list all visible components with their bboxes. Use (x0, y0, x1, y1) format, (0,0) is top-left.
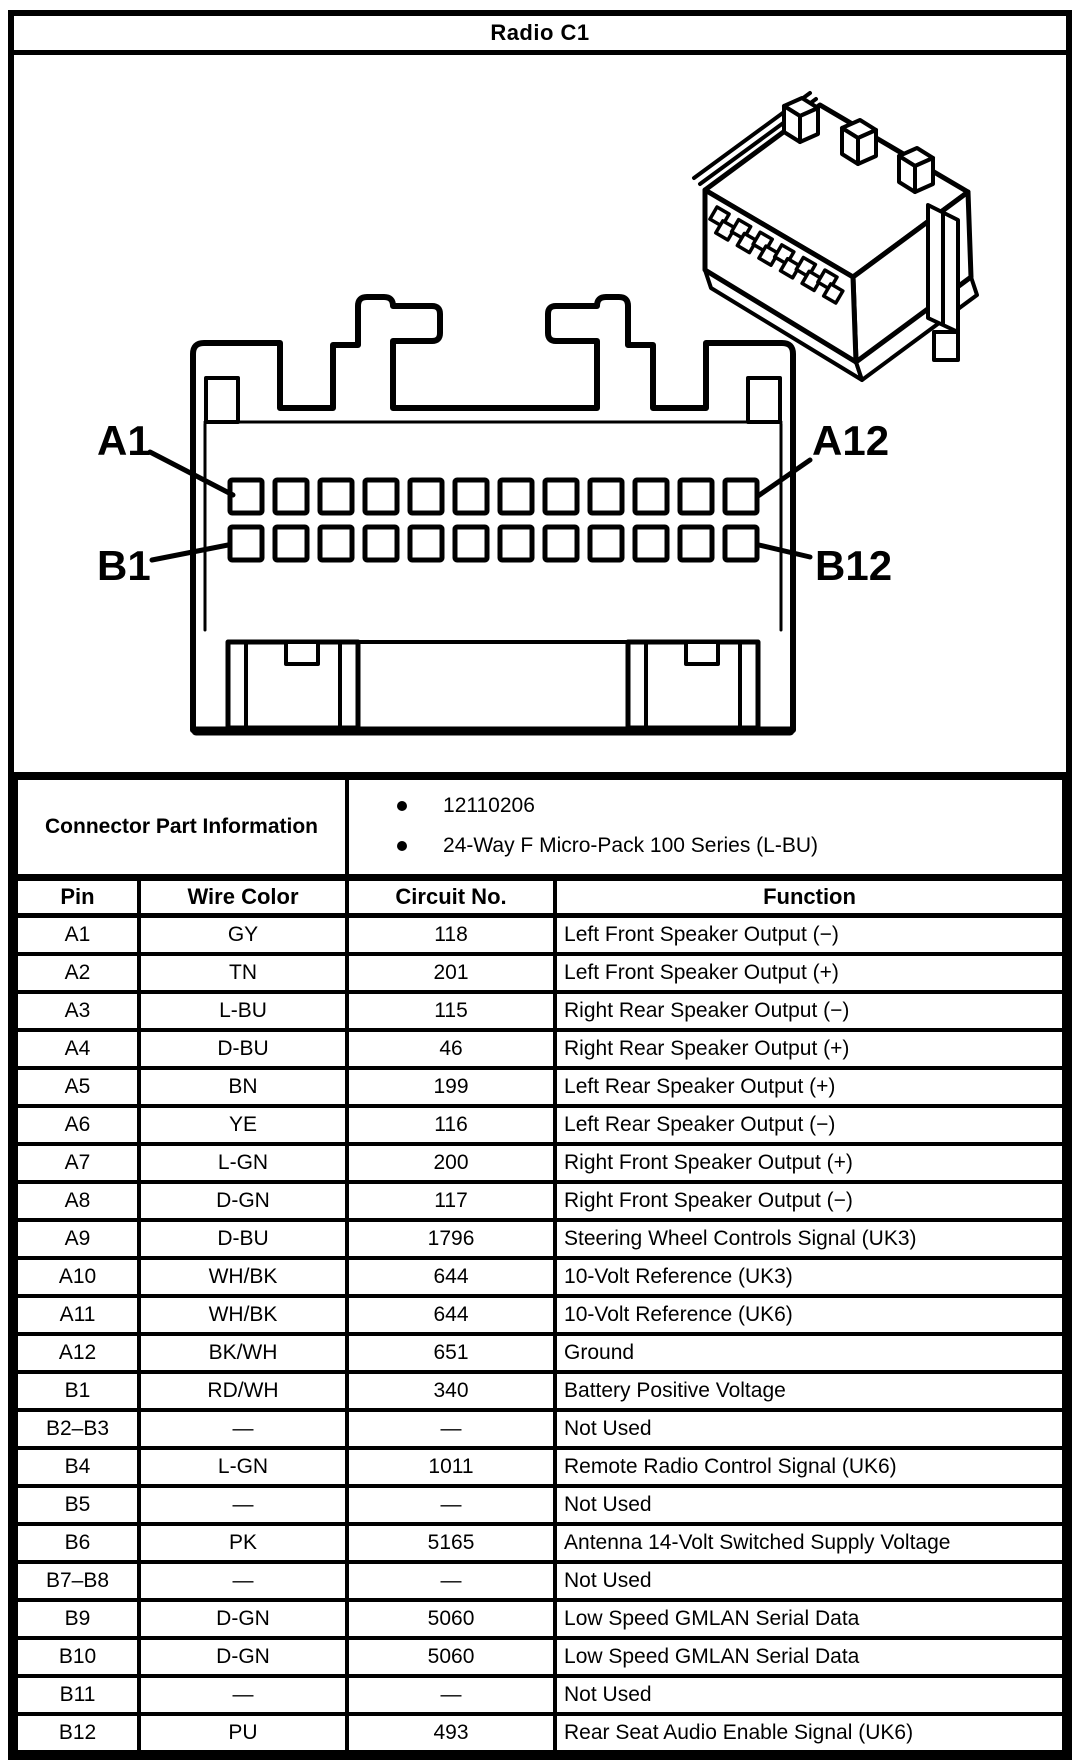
pin-cell: B10 (16, 1638, 139, 1676)
header-circuit: Circuit No. (347, 878, 555, 916)
circuit-no-cell: 1796 (347, 1220, 555, 1258)
connector-part-info-label: Connector Part Information (16, 776, 347, 878)
table-row (16, 954, 1064, 992)
wire-color-cell: GY (139, 916, 347, 955)
pin-cell: A4 (16, 1030, 139, 1068)
table-row (16, 1372, 1064, 1410)
table-row (16, 1524, 1064, 1562)
table-header-row (16, 878, 1064, 916)
function-cell: Rear Seat Audio Enable Signal (UK6) (555, 1714, 1064, 1752)
pin-cell: A11 (16, 1296, 139, 1334)
table-row (16, 1106, 1064, 1144)
table-row (16, 1562, 1064, 1600)
circuit-no-cell: — (347, 1562, 555, 1600)
table-row (16, 1030, 1064, 1068)
wire-color-cell: D-GN (139, 1182, 347, 1220)
wire-color-cell: PK (139, 1524, 347, 1562)
part-info-item (397, 834, 1062, 858)
connector-3d-view (694, 93, 977, 380)
table-row (16, 1448, 1064, 1486)
pin-cell: A3 (16, 992, 139, 1030)
pin-cell: A12 (16, 1334, 139, 1372)
wire-color-cell: YE (139, 1106, 347, 1144)
table-row (16, 916, 1064, 955)
table-row (16, 992, 1064, 1030)
page-frame (8, 10, 1072, 1760)
circuit-no-cell: 493 (347, 1714, 555, 1752)
table-row (16, 1410, 1064, 1448)
function-cell: 10-Volt Reference (UK6) (555, 1296, 1064, 1334)
function-cell: Left Rear Speaker Output (+) (555, 1068, 1064, 1106)
header-wire: Wire Color (139, 878, 347, 916)
mount-bracket (928, 205, 958, 360)
function-cell: Not Used (555, 1486, 1064, 1524)
wire-color-cell: D-BU (139, 1220, 347, 1258)
connector-diagram (14, 55, 1066, 772)
pinout-table (14, 772, 1066, 1754)
bullet-icon (397, 841, 407, 851)
wire-color-cell: L-GN (139, 1448, 347, 1486)
wire-color-cell: — (139, 1410, 347, 1448)
wire-color-cell: TN (139, 954, 347, 992)
table-row (16, 1676, 1064, 1714)
circuit-no-cell: 5060 (347, 1638, 555, 1676)
label-b12: B12 (815, 542, 893, 589)
title-bar (14, 16, 1066, 55)
pin-cell: A5 (16, 1068, 139, 1106)
circuit-no-cell: 117 (347, 1182, 555, 1220)
pin-cell: B5 (16, 1486, 139, 1524)
circuit-no-cell: 116 (347, 1106, 555, 1144)
circuit-no-cell: 5165 (347, 1524, 555, 1562)
wire-color-cell: WH/BK (139, 1258, 347, 1296)
label-a12: A12 (812, 417, 890, 464)
wire-color-cell: L-BU (139, 992, 347, 1030)
table-row (16, 1220, 1064, 1258)
wire-color-cell: RD/WH (139, 1372, 347, 1410)
circuit-no-cell: — (347, 1486, 555, 1524)
wire-color-cell: WH/BK (139, 1296, 347, 1334)
function-cell: Right Rear Speaker Output (−) (555, 992, 1064, 1030)
bullet-icon (397, 801, 407, 811)
circuit-no-cell: — (347, 1676, 555, 1714)
function-cell: Left Rear Speaker Output (−) (555, 1106, 1064, 1144)
function-cell: Steering Wheel Controls Signal (UK3) (555, 1220, 1064, 1258)
part-info-text: 24-Way F Micro-Pack 100 Series (L-BU) (443, 834, 818, 857)
pin-cell: B1 (16, 1372, 139, 1410)
wire-color-cell: PU (139, 1714, 347, 1752)
table-row (16, 1334, 1064, 1372)
pin-cell: B9 (16, 1600, 139, 1638)
circuit-no-cell: 644 (347, 1296, 555, 1334)
pin-cell: B7–B8 (16, 1562, 139, 1600)
circuit-no-cell: 1011 (347, 1448, 555, 1486)
wire-color-cell: D-BU (139, 1030, 347, 1068)
pin-cell: B6 (16, 1524, 139, 1562)
function-cell: Not Used (555, 1676, 1064, 1714)
function-cell: Not Used (555, 1410, 1064, 1448)
table-row (16, 1144, 1064, 1182)
circuit-no-cell: 118 (347, 916, 555, 955)
function-cell: Low Speed GMLAN Serial Data (555, 1638, 1064, 1676)
connector-part-info-values (347, 776, 1064, 878)
table-row (16, 1182, 1064, 1220)
wire-color-cell: BN (139, 1068, 347, 1106)
circuit-no-cell: 46 (347, 1030, 555, 1068)
circuit-no-cell: 200 (347, 1144, 555, 1182)
circuit-no-cell: 651 (347, 1334, 555, 1372)
part-info-item (397, 794, 1062, 818)
wire-color-cell: D-GN (139, 1600, 347, 1638)
function-cell: Right Front Speaker Output (+) (555, 1144, 1064, 1182)
circuit-no-cell: 644 (347, 1258, 555, 1296)
circuit-no-cell: — (347, 1410, 555, 1448)
table-row (16, 1600, 1064, 1638)
pin-cell: B11 (16, 1676, 139, 1714)
wire-color-cell: — (139, 1486, 347, 1524)
function-cell: Ground (555, 1334, 1064, 1372)
circuit-no-cell: 201 (347, 954, 555, 992)
table-row (16, 1296, 1064, 1334)
table-row (16, 1258, 1064, 1296)
function-cell: 10-Volt Reference (UK3) (555, 1258, 1064, 1296)
table-row (16, 1486, 1064, 1524)
circuit-no-cell: 199 (347, 1068, 555, 1106)
function-cell: Left Front Speaker Output (−) (555, 916, 1064, 955)
pin-cell: A1 (16, 916, 139, 955)
circuit-no-cell: 115 (347, 992, 555, 1030)
pin-cell: A6 (16, 1106, 139, 1144)
circuit-no-cell: 340 (347, 1372, 555, 1410)
connector-part-info-row (16, 776, 1064, 878)
page-title: Radio C1 (490, 20, 590, 45)
pin-cell: A2 (16, 954, 139, 992)
pin-cell: A9 (16, 1220, 139, 1258)
function-cell: Right Rear Speaker Output (+) (555, 1030, 1064, 1068)
function-cell: Left Front Speaker Output (+) (555, 954, 1064, 992)
part-info-text: 12110206 (443, 794, 535, 817)
table-row (16, 1638, 1064, 1676)
wire-color-cell: BK/WH (139, 1334, 347, 1372)
function-cell: Antenna 14-Volt Switched Supply Voltage (555, 1524, 1064, 1562)
function-cell: Remote Radio Control Signal (UK6) (555, 1448, 1064, 1486)
wire-color-cell: L-GN (139, 1144, 347, 1182)
wire-color-cell: D-GN (139, 1638, 347, 1676)
circuit-no-cell: 5060 (347, 1600, 555, 1638)
label-b1: B1 (97, 542, 151, 589)
table-row (16, 1714, 1064, 1752)
pin-cell: B12 (16, 1714, 139, 1752)
pin-cell: B2–B3 (16, 1410, 139, 1448)
pin-cell: A7 (16, 1144, 139, 1182)
header-function: Function (555, 878, 1064, 916)
function-cell: Low Speed GMLAN Serial Data (555, 1600, 1064, 1638)
pin-cell: B4 (16, 1448, 139, 1486)
wire-color-cell: — (139, 1562, 347, 1600)
pin-cell: A8 (16, 1182, 139, 1220)
function-cell: Not Used (555, 1562, 1064, 1600)
connector-front-view (97, 297, 892, 731)
connector-diagram-svg (14, 55, 1066, 772)
wire-color-cell: — (139, 1676, 347, 1714)
label-a1: A1 (97, 417, 151, 464)
header-pin: Pin (16, 878, 139, 916)
function-cell: Right Front Speaker Output (−) (555, 1182, 1064, 1220)
function-cell: Battery Positive Voltage (555, 1372, 1064, 1410)
table-row (16, 1068, 1064, 1106)
pin-cell: A10 (16, 1258, 139, 1296)
